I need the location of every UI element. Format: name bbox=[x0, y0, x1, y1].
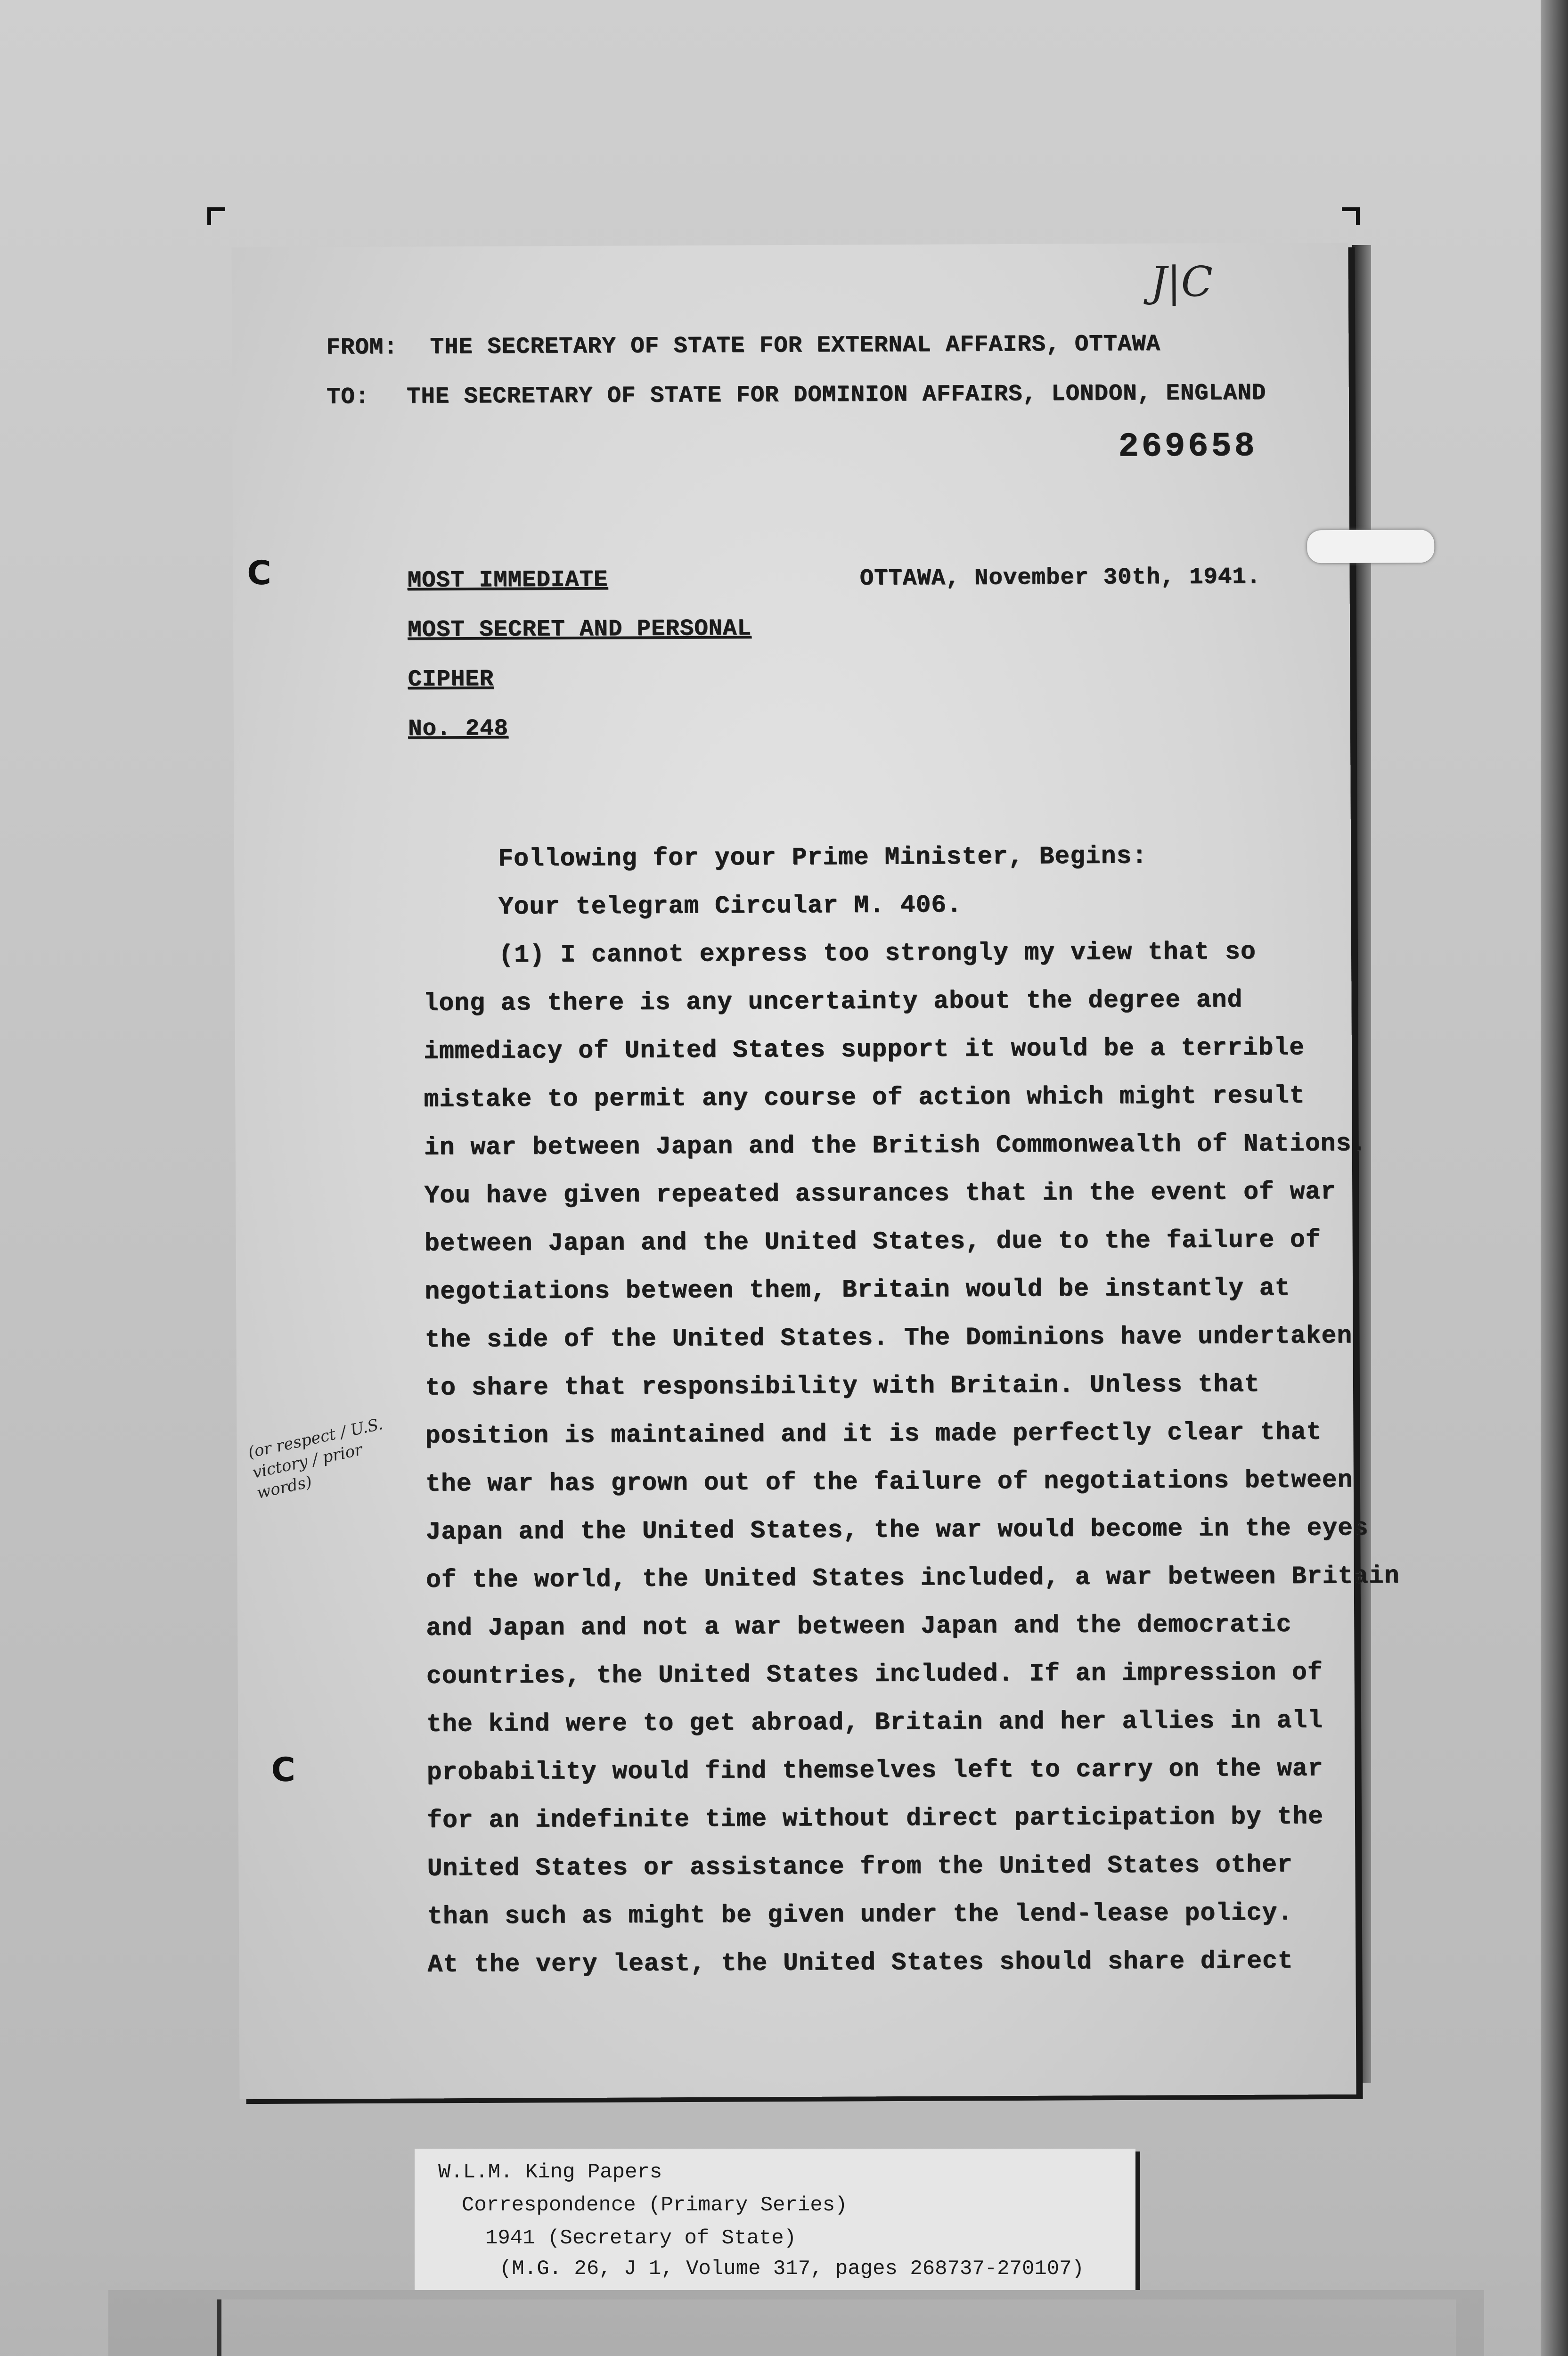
body-line: You have given repeated assurances that in the event of war bbox=[424, 1177, 1336, 1210]
to-label: TO: bbox=[326, 383, 370, 410]
document-number: 269658 bbox=[1118, 426, 1258, 466]
file-mark-handwritten: J|C bbox=[1150, 257, 1213, 306]
body-line: Your telegram Circular M. 406. bbox=[498, 891, 962, 921]
reference-line-3: 1941 (Secretary of State) bbox=[485, 2226, 797, 2250]
body-line: United States or assistance from the United States other bbox=[427, 1850, 1293, 1883]
body-line: Japan and the United States, the war would become in the eyes bbox=[425, 1513, 1369, 1546]
body-line: the side of the United States. The Dominions have undertaken bbox=[425, 1321, 1352, 1354]
body-line: in war between Japan and the British Commonwealth of Nations. bbox=[424, 1129, 1367, 1162]
reference-line-2: Correspondence (Primary Series) bbox=[462, 2193, 848, 2217]
number-line: No. 248 bbox=[408, 715, 508, 742]
body-line: between Japan and the United States, due to the failure of bbox=[424, 1226, 1321, 1258]
body-line: to share that responsibility with Britain. Unless that bbox=[425, 1370, 1260, 1402]
classification-line: MOST SECRET AND PERSONAL bbox=[407, 615, 751, 643]
body-line: than such as might be given under the lend-lease policy. bbox=[427, 1898, 1293, 1931]
body-line: At the very least, the United States should share direct bbox=[427, 1947, 1293, 1979]
margin-note-handwritten: (or respect / U.S. victory / prior words) bbox=[246, 1414, 385, 1503]
date-line: OTTAWA, November 30th, 1941. bbox=[859, 563, 1261, 592]
from-label: FROM: bbox=[326, 334, 398, 361]
reference-label bbox=[415, 2149, 1135, 2309]
body-line: the kind were to get abroad, Britain and her allies in all bbox=[426, 1706, 1323, 1739]
telegram-sheet bbox=[231, 243, 1400, 2099]
body-line: Following for your Prime Minister, Begins: bbox=[498, 842, 1148, 873]
body-line: the war has grown out of the failure of negotiations between bbox=[425, 1465, 1353, 1498]
body-line: long as there is any uncertainty about the degree and bbox=[423, 985, 1243, 1018]
crop-mark-top-left bbox=[207, 207, 225, 225]
body-line: probability would find themselves left to carry on the war bbox=[426, 1754, 1323, 1787]
to-text: THE SECRETARY OF STATE FOR DOMINION AFFAIRS, LONDON, ENGLAND bbox=[406, 379, 1266, 410]
body-line: countries, the United States included. If an impression of bbox=[426, 1658, 1323, 1691]
body-line: position is maintained and it is made perfectly clear that bbox=[425, 1418, 1322, 1450]
body-line: and Japan and not a war between Japan and the democratic bbox=[426, 1610, 1292, 1643]
priority-line: MOST IMMEDIATE bbox=[407, 566, 608, 594]
body-line: negotiations between them, Britain would be instantly at bbox=[424, 1274, 1290, 1306]
body-line: (1) I cannot express too strongly my view that so bbox=[498, 937, 1256, 969]
body-line: mistake to permit any course of action which might result bbox=[424, 1081, 1305, 1114]
punch-hole-top: C bbox=[247, 553, 272, 593]
crop-mark-top-right bbox=[1342, 207, 1360, 225]
archives-stamp-panel bbox=[221, 2299, 1456, 2356]
reference-line-4: (M.G. 26, J 1, Volume 317, pages 268737-270107) bbox=[499, 2257, 1085, 2281]
reference-line-1: W.L.M. King Papers bbox=[438, 2160, 662, 2184]
body-line: for an indefinite time without direct participation by the bbox=[426, 1802, 1323, 1835]
body-line: of the world, the United States included, a war between Britain bbox=[425, 1562, 1400, 1595]
tape-strip bbox=[1307, 530, 1434, 563]
mode-line: CIPHER bbox=[408, 665, 494, 693]
sheet-shadow bbox=[1352, 245, 1371, 2083]
frame-edge-right bbox=[1541, 0, 1568, 2356]
punch-hole-bottom: C bbox=[271, 1750, 296, 1789]
body-line: immediacy of United States support it would be a terrible bbox=[423, 1033, 1305, 1066]
from-text: THE SECRETARY OF STATE FOR EXTERNAL AFFAIRS, OTTAWA bbox=[430, 330, 1161, 360]
